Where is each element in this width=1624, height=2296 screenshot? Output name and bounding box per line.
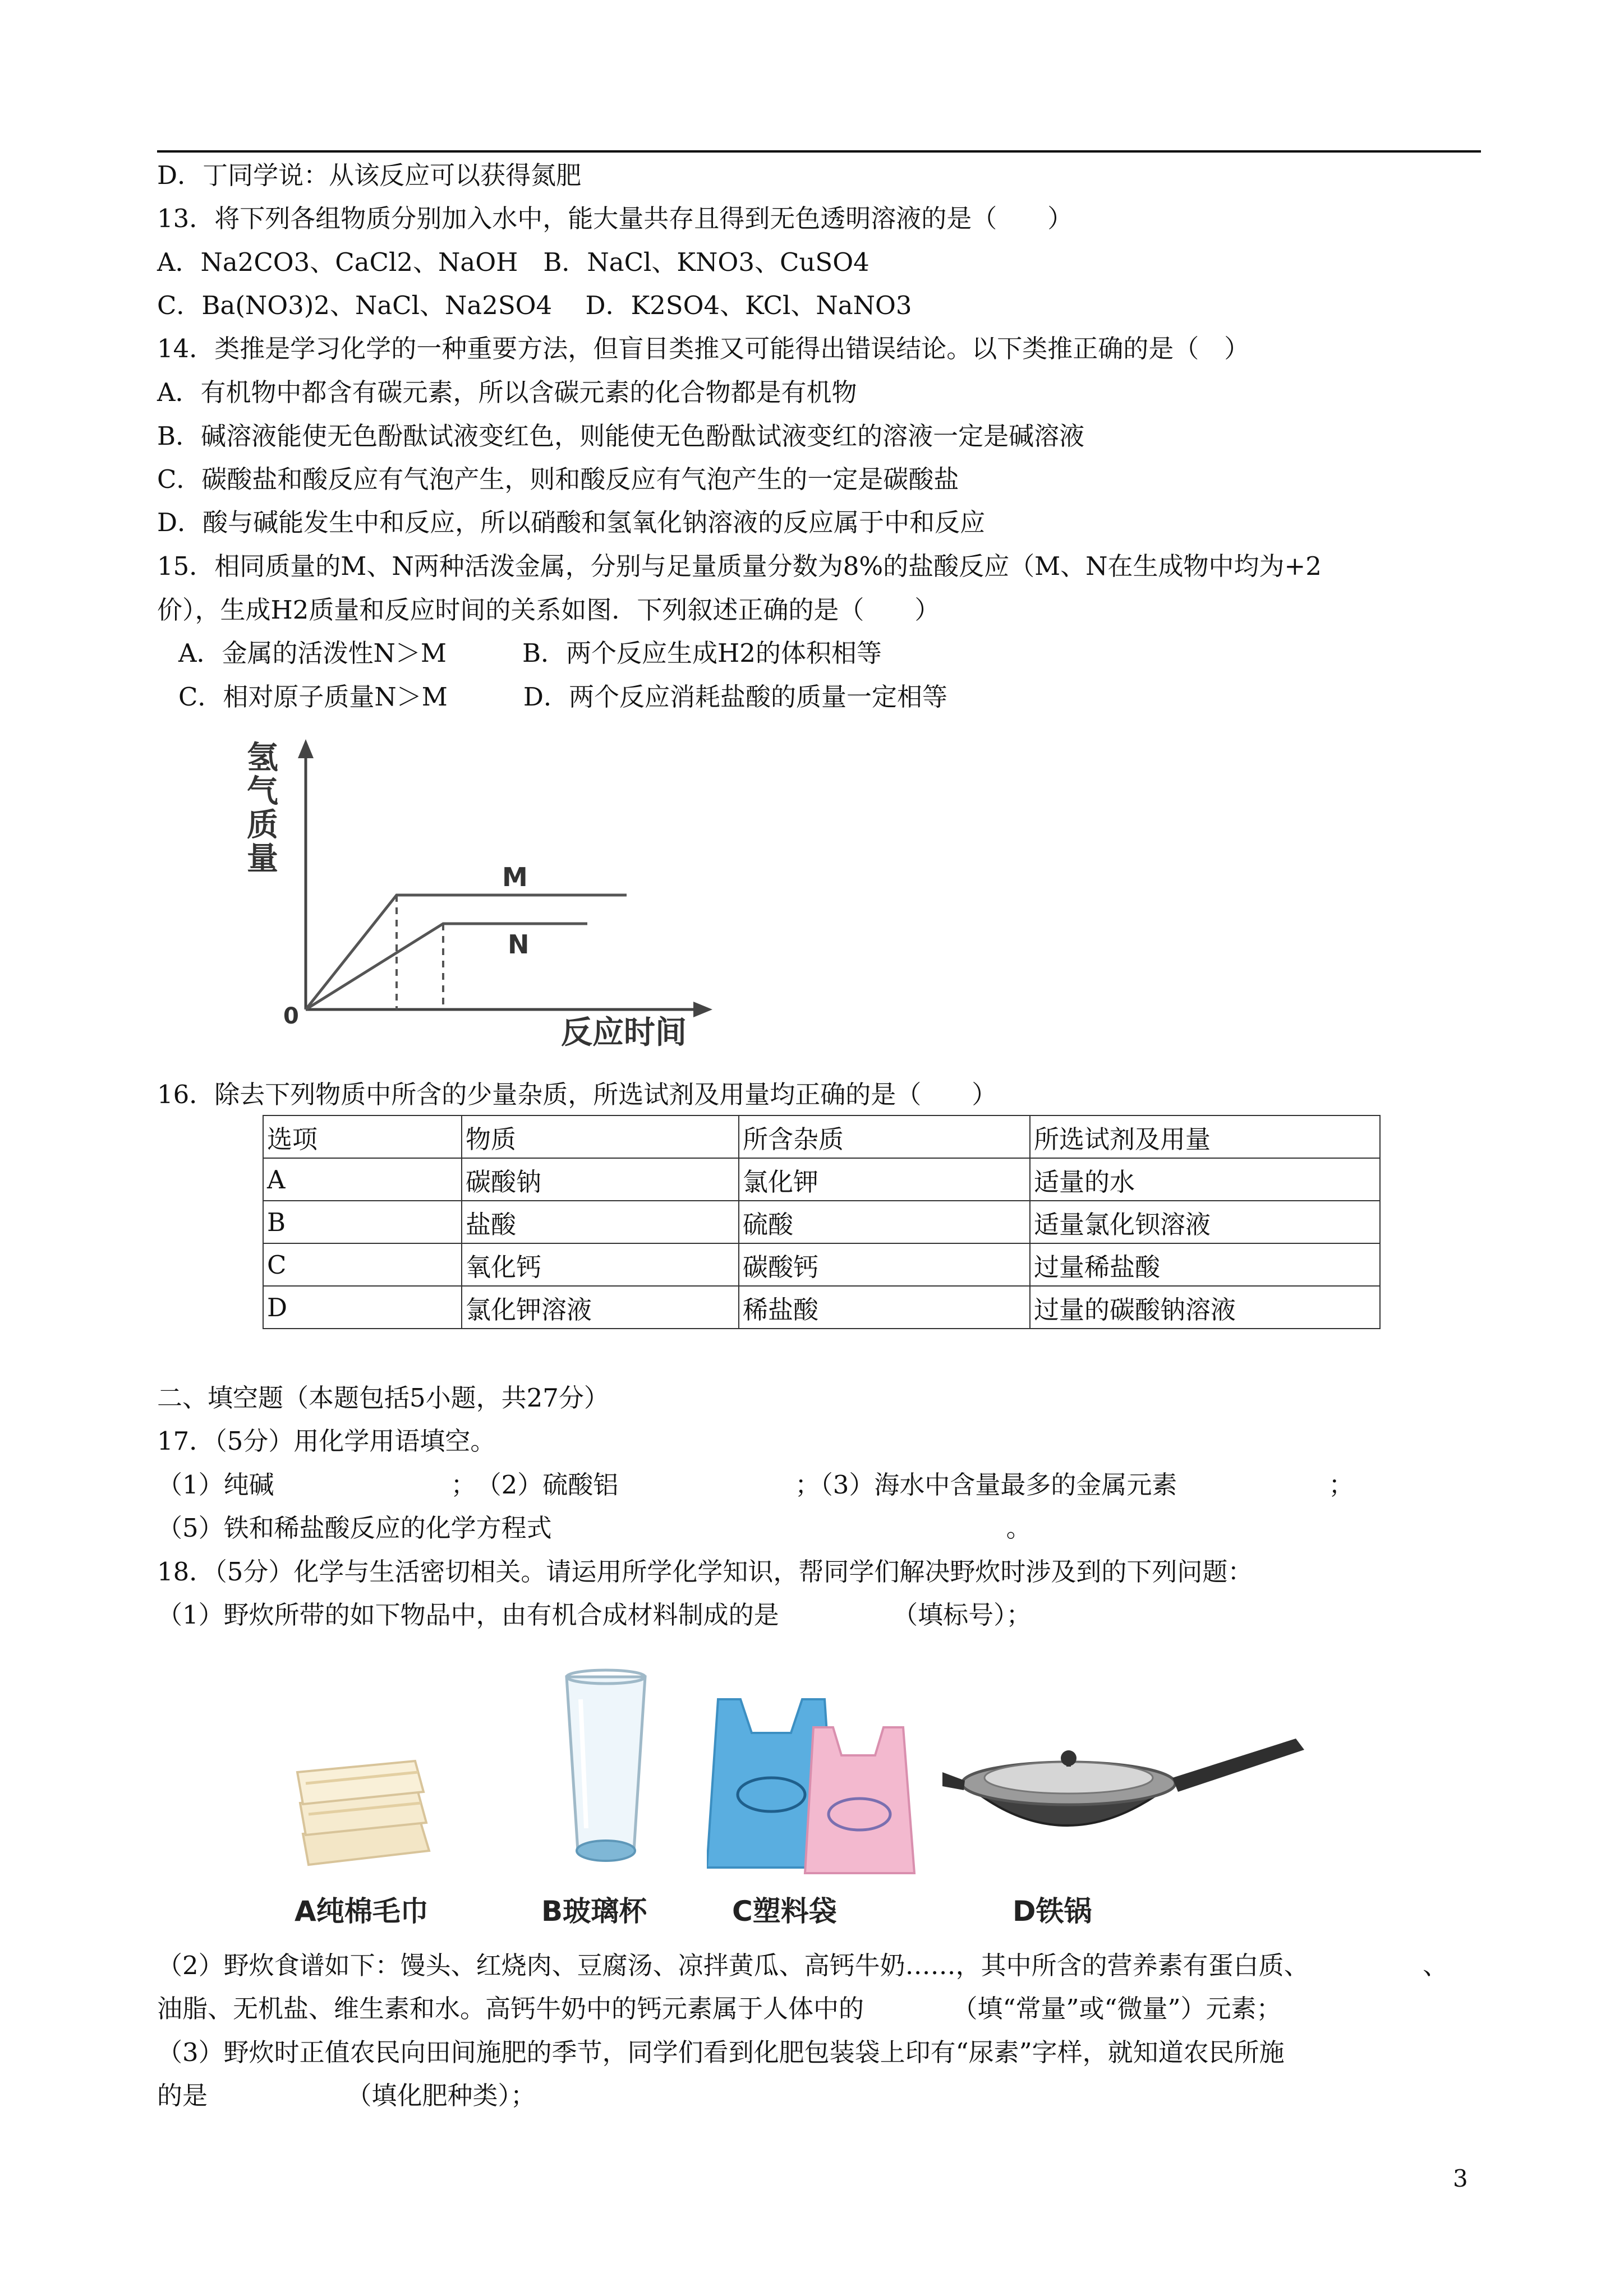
item-caption-a: A纯棉毛巾 xyxy=(295,1895,429,1928)
q14-option-b: B．碱溶液能使无色酚酞试液变红色，则能使无色酚酞试液变红的溶液一定是碱溶液 xyxy=(157,421,1085,451)
curve-label-m: M xyxy=(502,862,528,892)
item-caption-d: D铁锅 xyxy=(1013,1895,1092,1928)
table-cell: 过量的碳酸钠溶液 xyxy=(1030,1286,1380,1329)
table-row xyxy=(263,1243,1380,1286)
table-cell: 适量氯化钡溶液 xyxy=(1030,1201,1380,1243)
table-row xyxy=(263,1201,1380,1243)
table-cell: 氧化钙 xyxy=(462,1243,739,1286)
q18-part2-line2: 油脂、无机盐、维生素和水。高钙牛奶中的钙元素属于人体中的 （填“常量”或“微量”）元素； xyxy=(157,1994,1282,2023)
q18-part2-line1: （2）野炊食谱如下：馒头、红烧肉、豆腐汤、凉拌黄瓜、高钙牛奶……，其中所含的营养素有蛋白质、 、 xyxy=(157,1951,1448,1980)
graph-y-label-3: 质 xyxy=(247,807,278,843)
q17-blanks-line2: （5）铁和稀盐酸反应的化学方程式 。 xyxy=(157,1513,1032,1543)
q17-blanks-line1: （1）纯碱 ； （2）硫酸铝 ；（3）海水中含量最多的金属元素 ； xyxy=(157,1470,1354,1500)
q15-options-cd: C．相对原子质量N＞M D．两个反应消耗盐酸的质量一定相等 xyxy=(178,682,947,712)
table-cell: A xyxy=(263,1158,462,1201)
question-15-line2: 价），生成H2质量和反应时间的关系如图．下列叙述正确的是（ ） xyxy=(157,595,940,625)
q14-option-d: D．酸与碱能发生中和反应，所以硝酸和氢氧化钠溶液的反应属于中和反应 xyxy=(157,508,986,537)
q14-option-a: A．有机物中都含有碳元素，所以含碳元素的化合物都是有机物 xyxy=(157,377,857,407)
table-cell: 碳酸钠 xyxy=(462,1158,739,1201)
wok-illustration xyxy=(931,1688,1335,1868)
table-header-cell: 所选试剂及用量 xyxy=(1030,1115,1380,1158)
table-cell: 盐酸 xyxy=(462,1201,739,1243)
section-2-heading: 二、填空题（本题包括5小题，共27分） xyxy=(157,1383,609,1413)
table-cell: 碳酸钙 xyxy=(739,1243,1030,1286)
q18-part3-line1: （3）野炊时正值农民向田间施肥的季节，同学们看到化肥包装袋上印有“尿素”字样，就知道农民所施 xyxy=(157,2037,1285,2067)
question-17: 17．（5分）用化学用语填空。 xyxy=(157,1426,496,1456)
table-cell: 氯化钾 xyxy=(739,1158,1030,1201)
item-caption-b: B玻璃杯 xyxy=(541,1895,647,1928)
question-16: 16．除去下列物质中所含的少量杂质，所选试剂及用量均正确的是（ ） xyxy=(157,1080,997,1109)
table-cell: 过量稀盐酸 xyxy=(1030,1243,1380,1286)
graph-y-arrow xyxy=(298,739,314,758)
curve-m xyxy=(306,895,627,1009)
q12-option-d: D．丁同学说：从该反应可以获得氮肥 xyxy=(157,160,582,190)
q16-options-table xyxy=(263,1115,1381,1329)
table-header-cell: 选项 xyxy=(263,1115,462,1158)
table-cell: B xyxy=(263,1201,462,1243)
graph-y-label-2: 气 xyxy=(247,773,278,810)
table-header-cell: 物质 xyxy=(462,1115,739,1158)
table-header-row xyxy=(263,1115,1380,1158)
question-13: 13．将下列各组物质分别加入水中，能大量共存且得到无色透明溶液的是（ ） xyxy=(157,204,1073,233)
q18-part3-line2: 的是 （填化肥种类）； xyxy=(157,2081,536,2110)
graph-x-label: 反应时间 xyxy=(561,1015,687,1051)
table-cell: 硫酸 xyxy=(739,1201,1030,1243)
table-cell: D xyxy=(263,1286,462,1329)
question-14: 14．类推是学习化学的一种重要方法，但盲目类推又可能得出错误结论。以下类推正确的是（ ） xyxy=(157,334,1250,363)
table-header-cell: 所含杂质 xyxy=(739,1115,1030,1158)
item-caption-c: C塑料袋 xyxy=(732,1895,837,1928)
question-15-line1: 15．相同质量的M、N两种活泼金属，分别与足量质量分数为8%的盐酸反应（M、N在生成物中均为+2 xyxy=(157,551,1322,581)
header-rule xyxy=(157,150,1481,153)
graph-y-label-1: 氢 xyxy=(247,740,278,776)
table-cell: 适量的水 xyxy=(1030,1158,1380,1201)
plastic-bags-illustration xyxy=(707,1666,942,1879)
table-cell: C xyxy=(263,1243,462,1286)
glass-illustration xyxy=(550,1666,662,1879)
table-row xyxy=(263,1158,1380,1201)
table-row xyxy=(263,1286,1380,1329)
q14-option-c: C．碳酸盐和酸反应有气泡产生，则和酸反应有气泡产生的一定是碳酸盐 xyxy=(157,464,959,494)
picnic-items-figure xyxy=(258,1654,1346,1935)
q15-options-ab: A．金属的活泼性N＞M B．两个反应生成H2的体积相等 xyxy=(178,638,882,668)
graph-y-label-4: 量 xyxy=(247,841,278,877)
graph-x-arrow xyxy=(693,1002,712,1017)
table-cell: 氯化钾溶液 xyxy=(462,1286,739,1329)
page-number: 3 xyxy=(1453,2165,1468,2192)
towel-illustration xyxy=(292,1739,438,1873)
graph-origin: 0 xyxy=(283,1003,299,1029)
q18-part1: （1）野炊所带的如下物品中，由有机合成材料制成的是 （填标号）； xyxy=(157,1600,1032,1630)
q13-options-cd: C．Ba(NO3)2、NaCl、Na2SO4 D．K2SO4、KCl、NaNO3 xyxy=(157,291,912,320)
table-cell: 稀盐酸 xyxy=(739,1286,1030,1329)
hydrogen-mass-graph xyxy=(224,729,729,1060)
curve-n xyxy=(306,924,587,1009)
question-18: 18．（5分）化学与生活密切相关。请运用所学化学知识，帮同学们解决野炊时涉及到的下列问题： xyxy=(157,1557,1253,1587)
curve-label-n: N xyxy=(508,929,530,960)
q13-options-ab: A．Na2CO3、CaCl2、NaOH B．NaCl、KNO3、CuSO4 xyxy=(157,247,869,277)
